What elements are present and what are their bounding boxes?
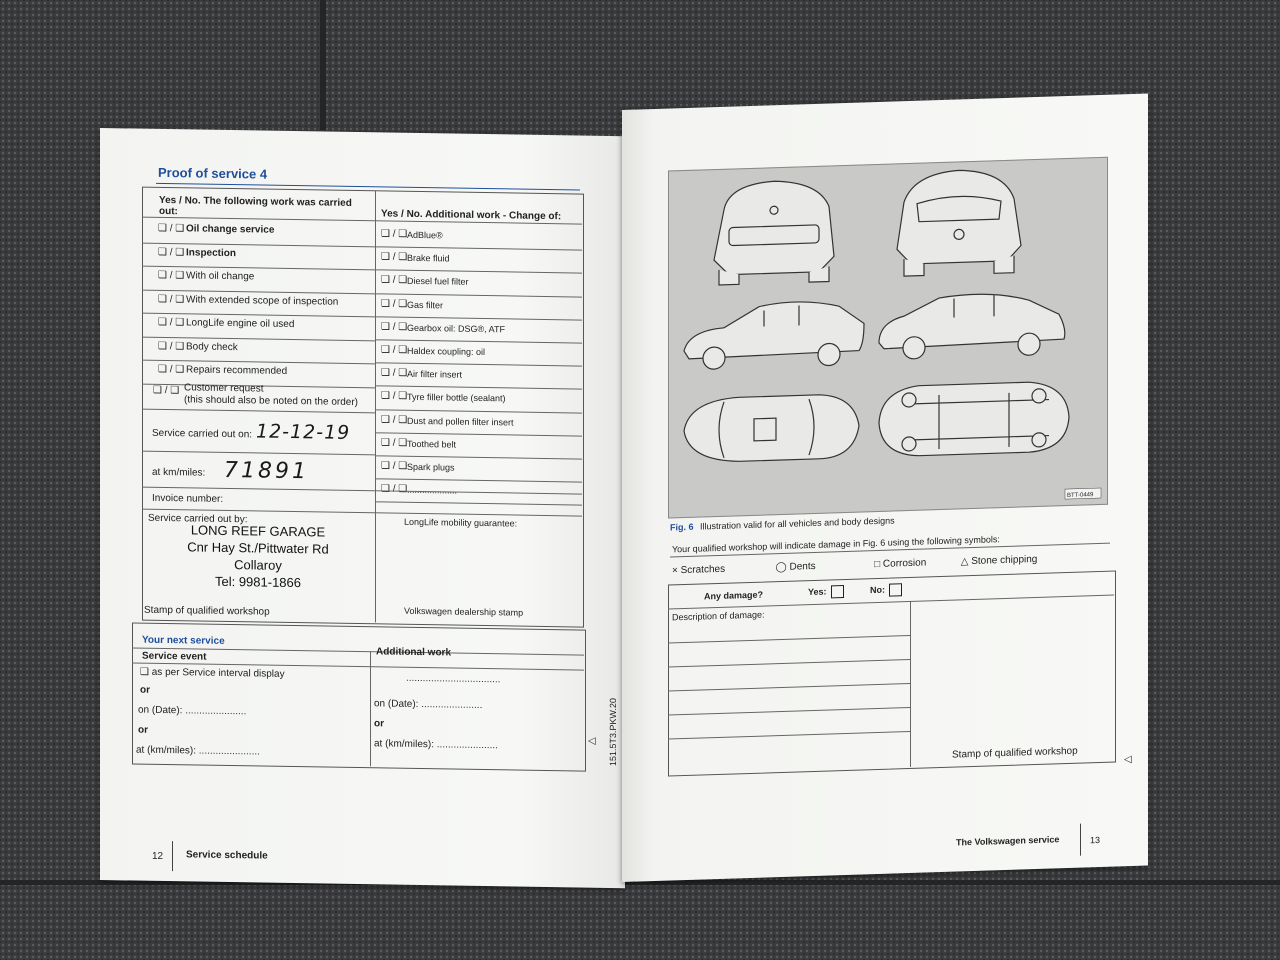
work-item-checkbox[interactable]: ❑ / ❑ [158, 316, 185, 329]
damage-instruction: Your qualified workshop will indicate damage in Fig. 6 using the following symbols: [672, 534, 1000, 555]
form-column-divider [375, 190, 376, 622]
next-column-divider [370, 651, 371, 766]
additional-item-label: Diesel fuel filter [407, 276, 469, 288]
additional-item-checkbox[interactable]: ❑ / ❑ [381, 437, 408, 449]
additional-item-label: AdBlue® [407, 229, 443, 241]
next-or-1: or [140, 684, 150, 696]
service-date-value[interactable]: 12-12-19 [256, 420, 351, 444]
additional-item-checkbox[interactable]: ❑ / ❑ [381, 367, 408, 380]
work-item-checkbox[interactable]: ❑ / ❑ [158, 246, 185, 258]
work-item-checkbox[interactable]: ❑ / ❑ [158, 222, 185, 235]
work-item-label: Body check [186, 340, 238, 353]
service-event-header: Service event [142, 650, 207, 663]
additional-item-checkbox[interactable]: ❑ / ❑ [381, 274, 408, 287]
additional-item-checkbox[interactable]: ❑ / ❑ [381, 251, 408, 264]
additional-or: or [374, 718, 384, 730]
yes-checkbox[interactable] [831, 585, 844, 598]
additional-item-checkbox[interactable]: ❑ / ❑ [381, 228, 408, 240]
additional-item-label: Haldex coupling: oil [407, 345, 486, 358]
work-item-checkbox[interactable]: ❑ / ❑ [158, 293, 185, 305]
additional-item-label: Dust and pollen filter insert [407, 415, 514, 428]
additional-item-checkbox[interactable]: ❑ / ❑ [381, 460, 408, 472]
car-front-view-icon [897, 168, 1021, 276]
work-item-checkbox[interactable]: ❑ / ❑ [158, 340, 185, 352]
left-page-number: 12 [152, 850, 164, 862]
additional-item-checkbox[interactable]: ❑ / ❑ [381, 483, 408, 496]
vehicle-diagram-panel [668, 157, 1108, 519]
right-stamp-label: Stamp of qualified workshop [952, 745, 1078, 761]
additional-km-field[interactable]: at (km/miles): ...................... [374, 738, 498, 752]
work-item-label: With extended scope of inspection [186, 293, 339, 308]
left-footer-title: Service schedule [186, 849, 268, 862]
no-label: No: [870, 584, 885, 596]
additional-item-label: Tyre filler bottle (sealant) [407, 392, 506, 404]
work-item-label: With oil change [186, 270, 255, 283]
left-footer-divider [172, 841, 173, 871]
work-item-label: Repairs recommended [186, 364, 288, 377]
additional-item-label: Brake fluid [407, 253, 450, 264]
additional-item-checkbox[interactable]: ❑ / ❑ [381, 414, 408, 426]
next-km-field[interactable]: at (km/miles): ...................... [136, 744, 260, 758]
figure-code: BTT-0449 [1067, 492, 1094, 500]
symbol-scratches: × Scratches [672, 563, 726, 577]
stamp-line-1: LONG REEF GARAGE [190, 522, 326, 540]
km-value[interactable]: 71891 [224, 457, 309, 485]
next-service-title: Your next service [142, 634, 225, 647]
symbol-corrosion: □ Corrosion [874, 557, 927, 571]
fig-caption-row [670, 515, 895, 532]
work-item-checkbox[interactable]: ❑ / ❑ [158, 363, 185, 376]
additional-item-label: Air filter insert [407, 369, 463, 380]
work-header: Yes / No. The following work was carried out: [159, 194, 352, 218]
fig-label: Fig. 6 [670, 521, 694, 533]
additional-item-checkbox[interactable]: ❑ / ❑ [381, 390, 408, 403]
additional-item-checkbox[interactable]: ❑ / ❑ [381, 321, 408, 333]
additional-item-label: Gearbox oil: DSG®, ATF [407, 322, 505, 335]
additional-date-field[interactable]: on (Date): ...................... [374, 698, 483, 712]
side-code: 151.5T3.PKW.20 [608, 697, 618, 767]
next-date-field[interactable]: on (Date): ...................... [138, 704, 247, 718]
service-date-label: Service carried out on: [152, 427, 253, 441]
symbol-dents: ◯ Dents [775, 560, 816, 574]
fig-caption: Illustration valid for all vehicles and body designs [700, 515, 895, 532]
yes-label: Yes: [808, 586, 827, 598]
right-page [622, 93, 1148, 882]
customer-request-label: Customer request [184, 382, 264, 395]
additional-item-label: Toothed belt [407, 438, 457, 450]
right-footer-title: The Volkswagen service [956, 834, 1060, 848]
additional-item-checkbox[interactable]: ❑ / ❑ [381, 298, 408, 310]
car-top-view-icon [684, 394, 859, 463]
right-page-number: 13 [1090, 834, 1101, 846]
additional-item-label: Gas filter [407, 299, 444, 310]
next-interval-option[interactable]: ❑ as per Service interval display [140, 666, 285, 680]
customer-request-checkbox[interactable]: ❑ / ❑ [153, 384, 180, 397]
symbol-stone-chipping: △ Stone chipping [960, 553, 1038, 568]
additional-item-label: Spark plugs [407, 461, 455, 473]
right-footer-divider [1080, 824, 1081, 856]
invoice-label: Invoice number: [152, 492, 224, 505]
stamp-line-4: Tel: 9981-1866 [214, 573, 301, 591]
right-continue-arrow-icon: ◁ [1124, 753, 1132, 766]
seat-seam-vertical [320, 0, 326, 130]
stamp-line-3: Collaroy [234, 557, 282, 573]
additional-item-label: .................... [407, 485, 458, 496]
additional-item-checkbox[interactable]: ❑ / ❑ [381, 344, 408, 356]
work-item-label: LongLife engine oil used [186, 317, 295, 331]
continue-arrow-icon: ◁ [588, 735, 596, 747]
work-item-label: Inspection [186, 246, 237, 259]
any-damage-label: Any damage? [704, 589, 764, 602]
workshop-stamp [148, 521, 368, 592]
additional-header: Yes / No. Additional work - Change of: [381, 208, 562, 223]
customer-request-note: (this should also be noted on the order) [184, 394, 358, 409]
additional-work-header: Additional work [376, 646, 451, 659]
car-rear-view-icon [714, 179, 834, 285]
car-underbody-view-icon [879, 381, 1069, 457]
proof-of-service-title: Proof of service 4 [158, 164, 268, 182]
description-label: Description of damage: [672, 609, 765, 623]
km-label: at km/miles: [152, 466, 206, 479]
work-item-label: Oil change service [186, 223, 275, 236]
longlife-mobility-label: LongLife mobility guarantee: [404, 516, 518, 529]
next-or-2: or [138, 724, 148, 736]
damage-column-divider [910, 601, 911, 767]
car-side-view-left-icon [684, 300, 864, 370]
stamp-workshop-label: Stamp of qualified workshop [144, 604, 270, 618]
yes-option[interactable] [808, 585, 844, 599]
no-option[interactable] [870, 583, 902, 597]
service-by-label: Service carried out by: [148, 512, 248, 526]
dealership-stamp-label: Volkswagen dealership stamp [404, 605, 524, 618]
stamp-line-2: Cnr Hay St./Pittwater Rd [187, 539, 329, 557]
left-page [100, 128, 625, 888]
work-item-checkbox[interactable]: ❑ / ❑ [158, 269, 185, 282]
additional-work-dots[interactable]: .................................. [406, 672, 501, 686]
vehicle-diagrams [669, 158, 1107, 518]
no-checkbox[interactable] [889, 583, 902, 596]
car-side-view-right-icon [879, 292, 1065, 360]
